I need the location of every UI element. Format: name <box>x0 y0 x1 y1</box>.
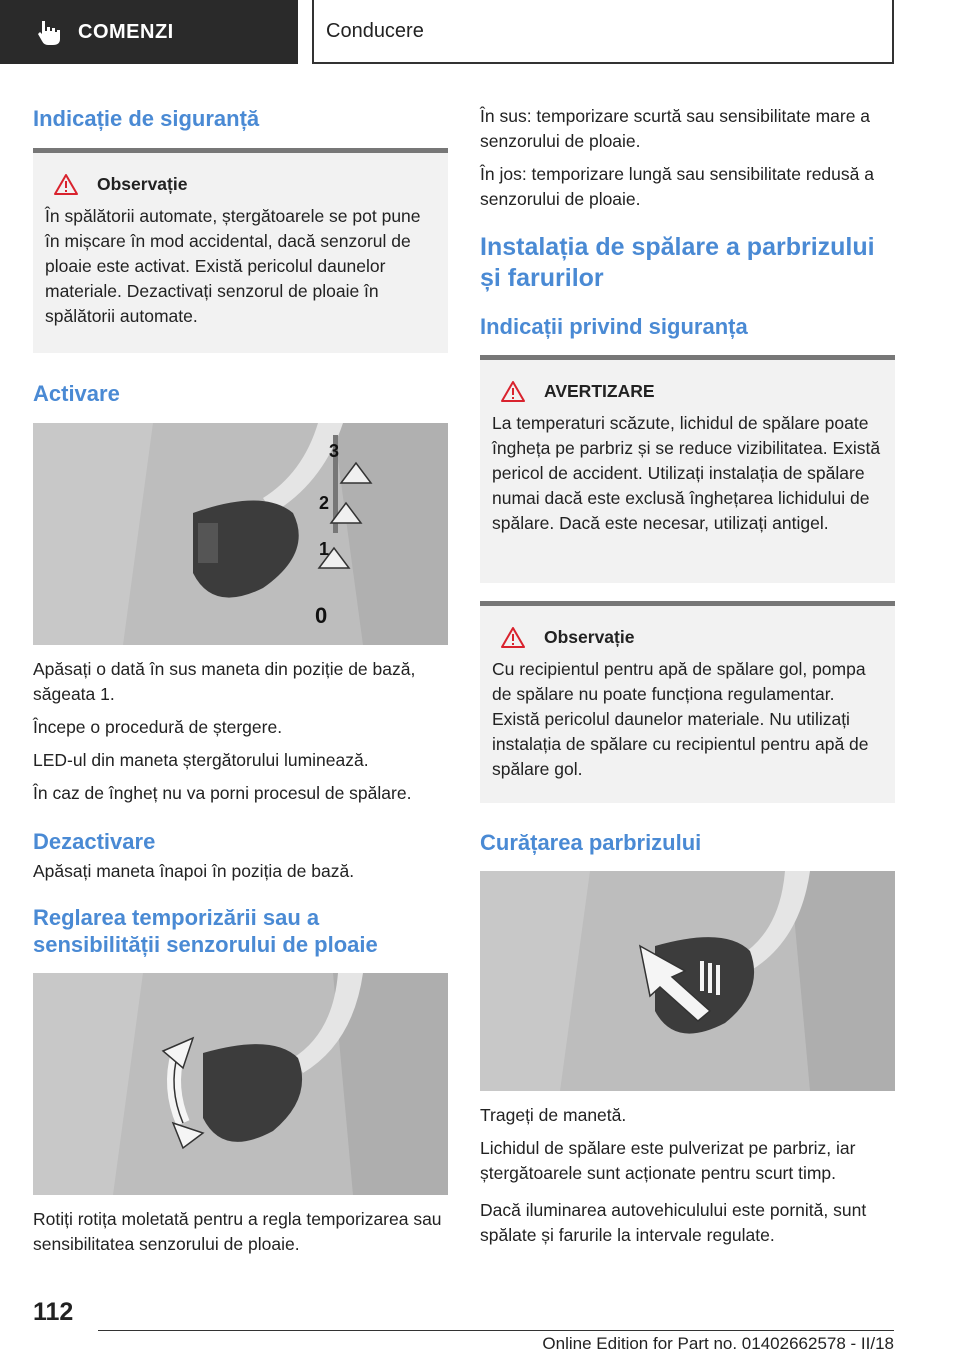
activate-paragraph-3: LED-ul din maneta ștergătorului luminează. <box>33 750 369 770</box>
warning-triangle-icon <box>53 173 79 196</box>
notice-title-2: Observație <box>544 627 635 647</box>
adjust-paragraph: Rotiți rotița moletată pentru a regla temporizarea sau sensibilitatea senzorului de ploaie. <box>33 1208 442 1254</box>
left-column <box>33 100 448 1257</box>
thumbwheel-illustration <box>33 973 448 1195</box>
washer-safety-heading: Indicații privind siguranța <box>480 313 748 339</box>
pull-lever-illustration <box>480 871 895 1091</box>
edition-text: Online Edition for Part no. 01402662578 - II/18 <box>542 1334 894 1353</box>
notice-box <box>33 148 448 353</box>
footer-rule <box>98 1330 894 1331</box>
arrow-label-2: 2 <box>319 493 330 513</box>
section-tab-label: COMENZI <box>78 20 174 43</box>
deactivate-heading: Dezactivare <box>33 829 156 854</box>
warning-triangle-icon <box>500 626 526 649</box>
hand-pointer-icon <box>34 17 64 47</box>
page-number: 112 <box>33 1298 74 1326</box>
warning-triangle-icon <box>500 380 526 403</box>
clean-paragraph-1: Trageți de manetă. <box>480 1104 627 1125</box>
down-paragraph: În jos: temporizare lungă sau sensibilitate redusă a senzorului de ploaie. <box>480 164 874 209</box>
warning-header <box>492 380 883 403</box>
activate-paragraph-2: Începe o procedură de ștergere. <box>33 717 283 737</box>
safety-heading: Indicație de siguranță <box>33 106 260 131</box>
notice-box-2 <box>480 601 895 803</box>
warning-box <box>480 355 895 583</box>
arrow-label-1: 1 <box>319 539 330 559</box>
wiper-lever-photo-clean <box>480 871 895 1091</box>
washer-heading: Instalația de spălare a parbrizului și farurilor <box>480 233 875 293</box>
notice-text: În spălătorii automate, ștergătoarele se pot pune în mișcare în mod accidental, dacă senzorul de ploaie este activat. Există pericolul daunelor materiale. Dezactivați senzorul de ploaie în spălătorii automate. <box>45 205 421 326</box>
chapter-title <box>312 0 894 64</box>
wiper-lever-photo-adjust <box>33 973 448 1195</box>
wiper-lever-illustration <box>33 423 448 645</box>
deactivate-paragraph: Apăsați maneta înapoi în poziția de bază. <box>33 860 355 881</box>
right-column <box>480 104 895 1248</box>
section-tab <box>0 0 298 64</box>
up-paragraph: În sus: temporizare scurtă sau sensibilitate mare a senzorului de ploaie. <box>480 106 871 151</box>
notice-title: Observație <box>97 173 188 194</box>
arrow-label-3: 3 <box>329 441 340 461</box>
warning-text: La temperaturi scăzute, lichidul de spălare poate îngheța pe parbriz și se reduce vizibilitatea. Există pericol de accident. Utilizați instalația de spălare numai dacă este exclusă înghețarea lichidului de spălare. Dacă este necesar, utilizați antigel. <box>492 413 881 533</box>
notice-header-2 <box>492 626 883 649</box>
activate-paragraph-1: Apăsați o dată în sus maneta din poziție de bază, săgeata 1. <box>33 659 416 704</box>
notice-header <box>45 173 436 196</box>
wiper-lever-photo-activate <box>33 423 448 645</box>
clean-paragraph-2: Lichidul de spălare este pulverizat pe parbriz, iar ștergătoarele sunt acționate pentru scurt timp. <box>480 1137 856 1183</box>
clean-paragraph-3: Dacă iluminarea autovehiculului este pornită, sunt spălate și farurile la intervale regulate. <box>480 1199 867 1245</box>
activate-heading: Activare <box>33 380 120 406</box>
chapter-title-text: Conducere <box>326 19 424 42</box>
notice-text-2: Cu recipientul pentru apă de spălare gol, pompa de spălare nu poate funcționa regulamentar. Există pericolul daunelor materiale. Nu utilizați instalația de spălare cu recipientul pentru apă de spălare gol. <box>492 659 869 779</box>
adjust-heading: Reglarea temporizării sau a sensibilității senzorului de ploaie <box>33 904 378 957</box>
warning-title: AVERTIZARE <box>544 381 655 401</box>
activate-paragraph-4: În caz de îngheț nu va porni procesul de spălare. <box>33 783 412 803</box>
clean-heading: Curățarea parbrizului <box>480 830 702 855</box>
arrow-label-0: 0 <box>315 603 328 628</box>
